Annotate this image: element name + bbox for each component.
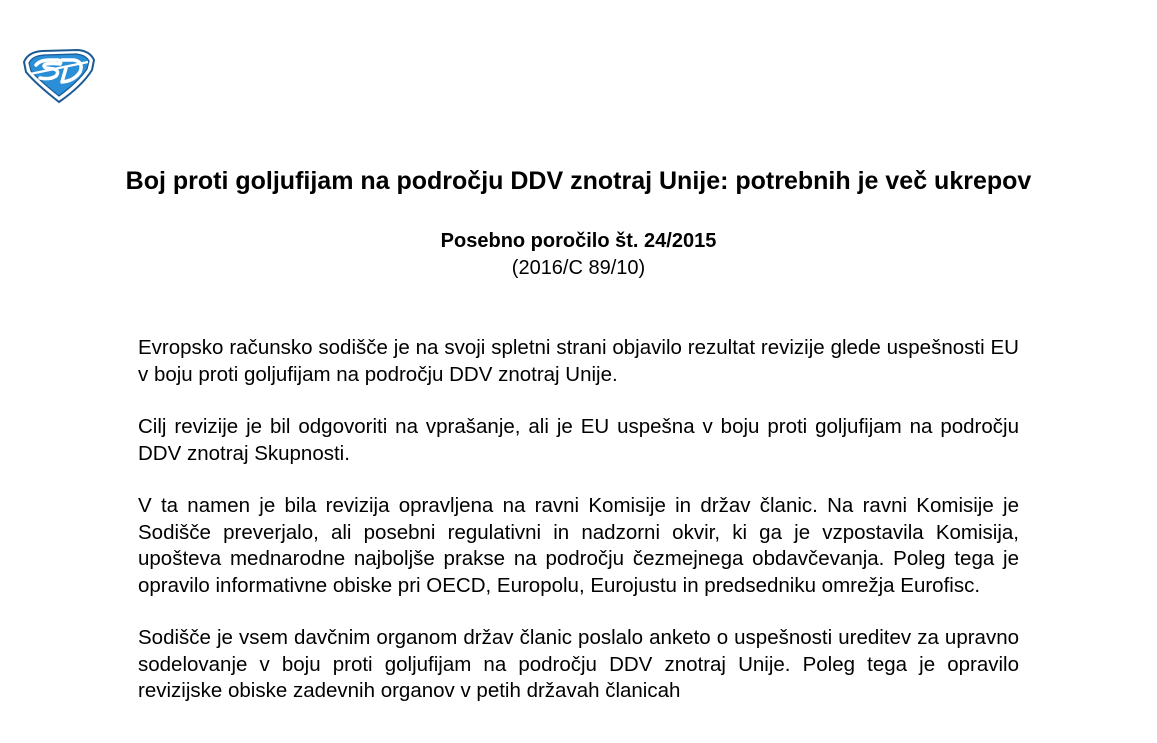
paragraph: Sodišče je vsem davčnim organom držav članic poslalo anketo o uspešnosti ureditev za upravno sodelovanje v boju proti goljufijam na področju DDV znotraj Unije. Poleg tega je opravilo revizijske obiske zadevnih organov v petih državah članicah <box>138 626 1019 702</box>
journal-reference: (2016/C 89/10) <box>511 257 646 279</box>
paragraph: Evropsko računsko sodišče je na svoji spletni strani objavilo rezultat revizije glede uspešnosti EU v boju proti goljufijam na področju DDV znotraj Unije. <box>138 336 1019 386</box>
paragraph: Cilj revizije je bil odgovoriti na vprašanje, ali je EU uspešna v boju proti goljufijam na področju DDV znotraj Skupnosti. <box>138 415 1019 465</box>
paragraph: V ta namen je bila revizija opravljena na ravni Komisije in držav članic. Na ravni Komisije je Sodišče preverjalo, ali posebni regulativni in nadzorni okvir, ki ga je vzpostavila Komisija, upošteva mednarodne najboljše prakse na področju čezmejnega obdavčevanja. Poleg tega je opravilo informativne obiske pri OECD, Europolu, Eurojustu in predsedniku omrežja Eurofisc. <box>138 494 1019 597</box>
document-body <box>138 335 1019 731</box>
court-of-audit-logo-icon <box>22 48 96 104</box>
document-title: Boj proti goljufijam na področju DDV znotraj Unije: potrebnih je več ukrepov <box>125 167 1032 195</box>
report-number: Posebno poročilo št. 24/2015 <box>440 230 717 252</box>
